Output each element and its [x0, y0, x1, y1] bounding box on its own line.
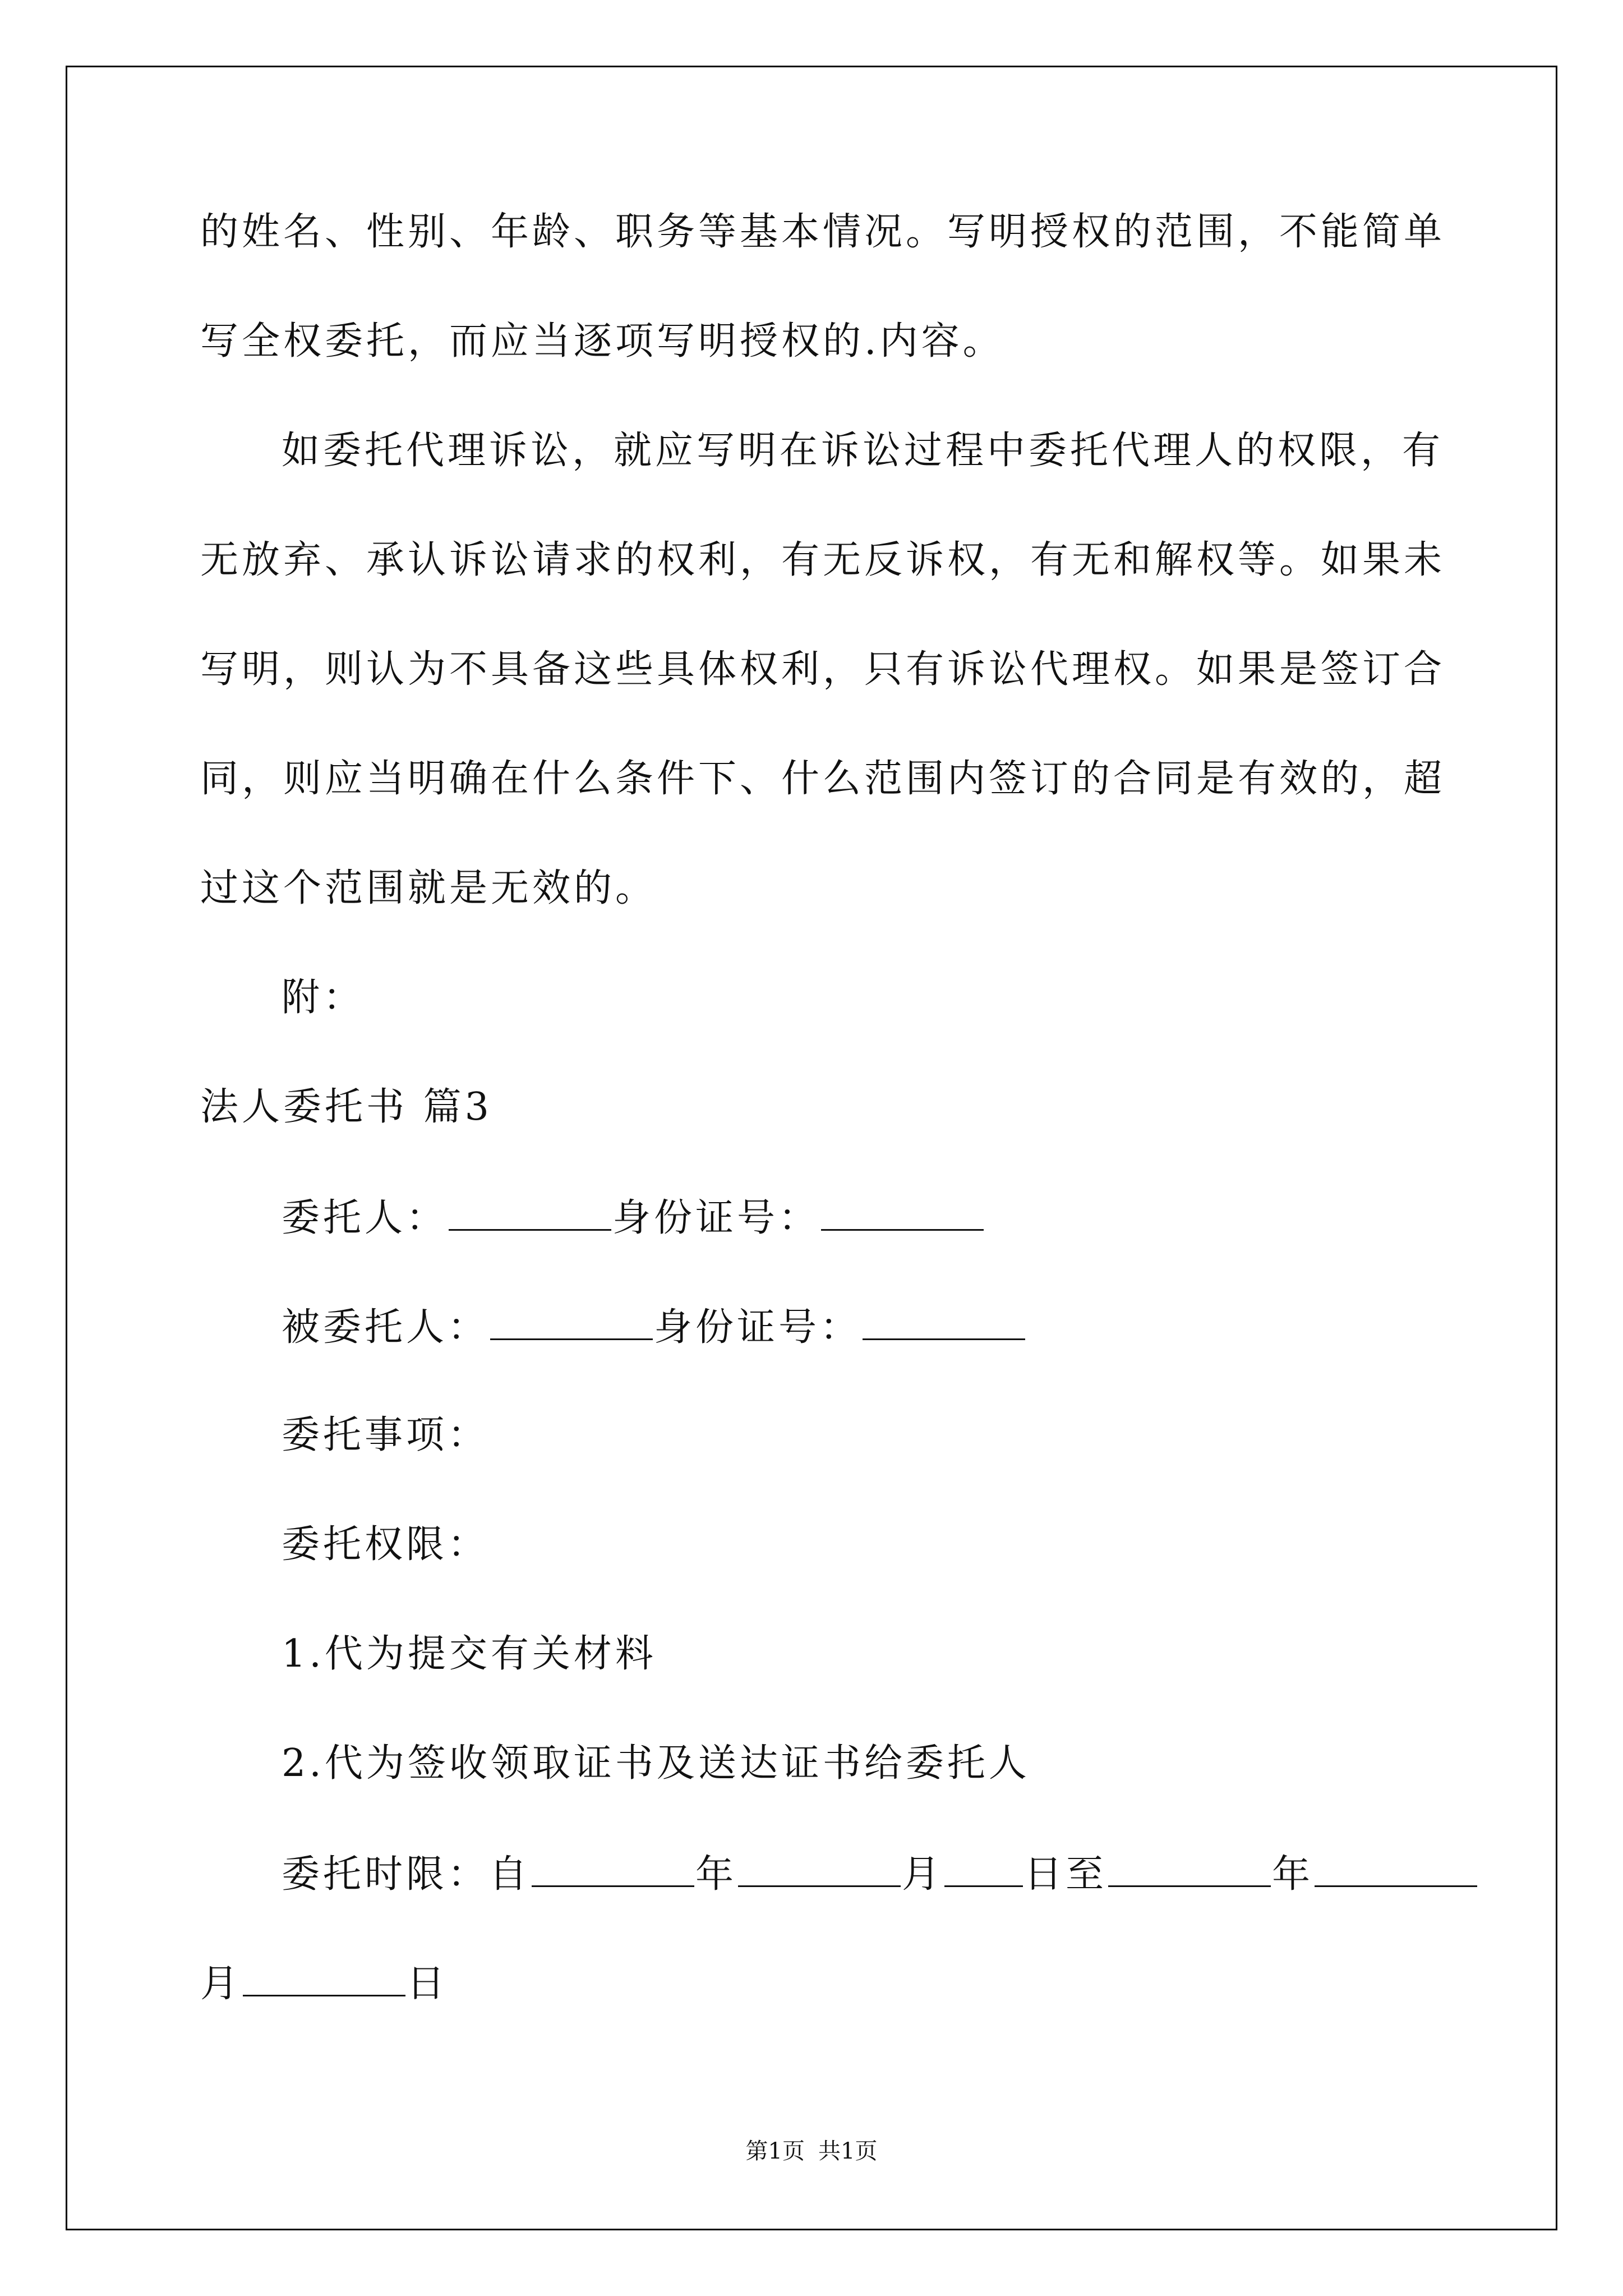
- agent-blank: [490, 1307, 653, 1340]
- day-to-label: 日至: [1024, 1852, 1108, 1897]
- year-blank: [532, 1854, 694, 1887]
- principal-id-label: 身份证号：: [612, 1196, 820, 1240]
- month-blank: [1315, 1854, 1477, 1887]
- paragraph-line: 无放弃、承认诉讼请求的权利，有无反诉权，有无和解权等。如果未: [200, 538, 1446, 582]
- day-blank: [944, 1854, 1023, 1887]
- matters-label: 委托事项：: [282, 1413, 490, 1457]
- authority-label: 委托权限：: [282, 1522, 490, 1567]
- paragraph-line: 的姓名、性别、年龄、职务等基本情况。写明授权的范围，不能简单: [200, 210, 1446, 254]
- period-row: [282, 1852, 1478, 1897]
- year-label: 年: [1272, 1852, 1314, 1897]
- attachment-label: 附：: [282, 976, 365, 1020]
- principal-label: 委托人：: [282, 1196, 448, 1240]
- paragraph-line: 如委托代理诉讼，就应写明在诉讼过程中委托代理人的权限，有: [282, 429, 1444, 473]
- period-row-continued: [200, 1962, 449, 2006]
- page-footer: [0, 2133, 1623, 2165]
- agent-label: 被委托人：: [282, 1305, 490, 1350]
- year-blank: [1108, 1854, 1271, 1887]
- paragraph-line: 过这个范围就是无效的。: [200, 866, 657, 910]
- section-title: 法人委托书 篇3: [200, 1085, 492, 1129]
- principal-row: [282, 1196, 985, 1240]
- authority-item: 2.代为签收领取证书及送达证书给委托人: [282, 1741, 1030, 1786]
- day-blank: [243, 1963, 405, 1996]
- authority-item: 1.代为提交有关材料: [282, 1632, 657, 1676]
- principal-id-blank: [821, 1198, 984, 1231]
- agent-row: [282, 1305, 1026, 1350]
- paragraph-line: 同，则应当明确在什么条件下、什么范围内签订的合同是有效的，超: [200, 757, 1446, 801]
- agent-id-blank: [863, 1307, 1025, 1340]
- paragraph-line: 写全权委托，而应当逐项写明授权的.内容。: [200, 319, 1004, 364]
- month-blank: [738, 1854, 901, 1887]
- principal-blank: [449, 1198, 611, 1231]
- page-total: 共1页: [818, 2138, 878, 2164]
- page-border: [66, 66, 1557, 2230]
- year-label: 年: [695, 1852, 737, 1897]
- day-label: 日: [407, 1962, 449, 2006]
- page-number: 第1页: [745, 2138, 805, 2164]
- agent-id-label: 身份证号：: [654, 1305, 862, 1350]
- paragraph-line: 写明，则认为不具备这些具体权利，只有诉讼代理权。如果是签订合: [200, 647, 1446, 692]
- period-label: 委托时限：自: [282, 1852, 531, 1897]
- month-label: 月: [902, 1852, 944, 1897]
- month-label: 月: [200, 1962, 242, 2006]
